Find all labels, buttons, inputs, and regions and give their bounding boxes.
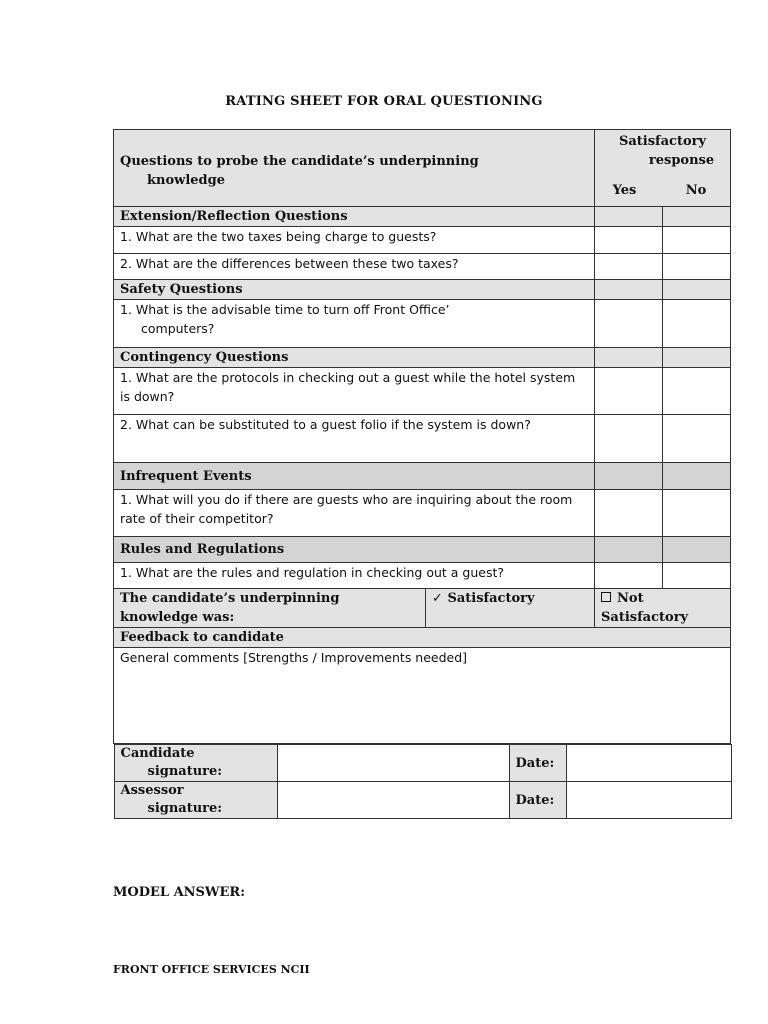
candidate-date-label: Date: [509, 745, 566, 782]
not-satisfactory-option-label: Not Satisfactory [601, 591, 689, 625]
signature-block [114, 744, 731, 820]
model-answer-heading: MODEL ANSWER: [113, 885, 246, 900]
question-row: 1. What are the protocols in checking out a guest while the hotel system is down? [114, 368, 595, 415]
no-checkbox[interactable] [663, 300, 731, 348]
yes-cell [595, 207, 663, 227]
no-checkbox[interactable] [663, 490, 731, 537]
feedback-comments-field[interactable] [114, 648, 731, 744]
no-checkbox[interactable] [663, 415, 731, 463]
questions-header [114, 130, 595, 207]
question-row: 2. What are the differences between these two taxes? [114, 254, 595, 280]
satisfactory-header-label: Satisfactory response [618, 134, 715, 168]
yes-checkbox[interactable] [595, 227, 663, 254]
candidate-signature-label: Candidate signature: [114, 745, 277, 782]
question-text: 1. What is the advisable time to turn off Front Office’ computers? [120, 302, 450, 336]
document-footer: FRONT OFFICE SERVICES NCII [113, 963, 310, 976]
yes-checkbox[interactable] [595, 300, 663, 348]
section-heading: Extension/Reflection Questions [114, 207, 595, 227]
question-row [114, 300, 595, 348]
question-row: 1. What are the two taxes being charge to guests? [114, 227, 595, 254]
assessor-date-label: Date: [509, 782, 566, 819]
candidate-date-field[interactable] [566, 745, 731, 782]
yes-cell [595, 463, 663, 490]
question-row: 1. What will you do if there are guests who are inquiring about the room rate of their competitor? [114, 490, 595, 537]
section-heading: Contingency Questions [114, 348, 595, 368]
assessor-signature-field[interactable] [277, 782, 509, 819]
questions-header-label: Questions to probe the candidate’s underpinning knowledge [120, 154, 479, 188]
no-checkbox[interactable] [663, 563, 731, 589]
yes-checkbox[interactable] [595, 563, 663, 589]
feedback-label: Feedback to candidate [114, 628, 731, 648]
no-checkbox[interactable] [663, 368, 731, 415]
assessor-signature-label: Assessor signature: [114, 782, 277, 819]
no-checkbox[interactable] [663, 227, 731, 254]
signature-table [114, 744, 732, 819]
section-heading: Rules and Regulations [114, 537, 595, 563]
yes-checkbox[interactable] [595, 415, 663, 463]
satisfactory-option-label: Satisfactory [447, 591, 535, 606]
yes-cell [595, 537, 663, 563]
no-checkbox[interactable] [663, 254, 731, 280]
yes-cell [595, 280, 663, 300]
yes-checkbox[interactable] [595, 254, 663, 280]
no-cell [663, 348, 731, 368]
not-satisfactory-option[interactable] [595, 589, 731, 628]
question-row: 2. What can be substituted to a guest folio if the system is down? [114, 415, 595, 463]
no-cell [663, 207, 731, 227]
satisfactory-option[interactable] [426, 589, 595, 628]
question-row: 1. What are the rules and regulation in checking out a guest? [114, 563, 595, 589]
candidate-signature-field[interactable] [277, 745, 509, 782]
rating-table [113, 129, 731, 819]
no-cell [663, 280, 731, 300]
evaluation-label: The candidate’s underpinning knowledge was: [114, 589, 426, 628]
section-heading: Safety Questions [114, 280, 595, 300]
no-cell [663, 463, 731, 490]
yes-header: Yes [612, 183, 637, 198]
checkmark-icon: ✓ [432, 591, 443, 606]
assessor-date-field[interactable] [566, 782, 731, 819]
feedback-comments-placeholder: General comments [Strengths / Improvements needed] [120, 650, 468, 665]
yes-cell [595, 348, 663, 368]
no-header: No [685, 183, 707, 198]
page-title: RATING SHEET FOR ORAL QUESTIONING [225, 94, 543, 109]
no-cell [663, 537, 731, 563]
yes-checkbox[interactable] [595, 368, 663, 415]
yes-checkbox[interactable] [595, 490, 663, 537]
checkbox-icon [601, 592, 611, 602]
section-heading: Infrequent Events [114, 463, 595, 490]
